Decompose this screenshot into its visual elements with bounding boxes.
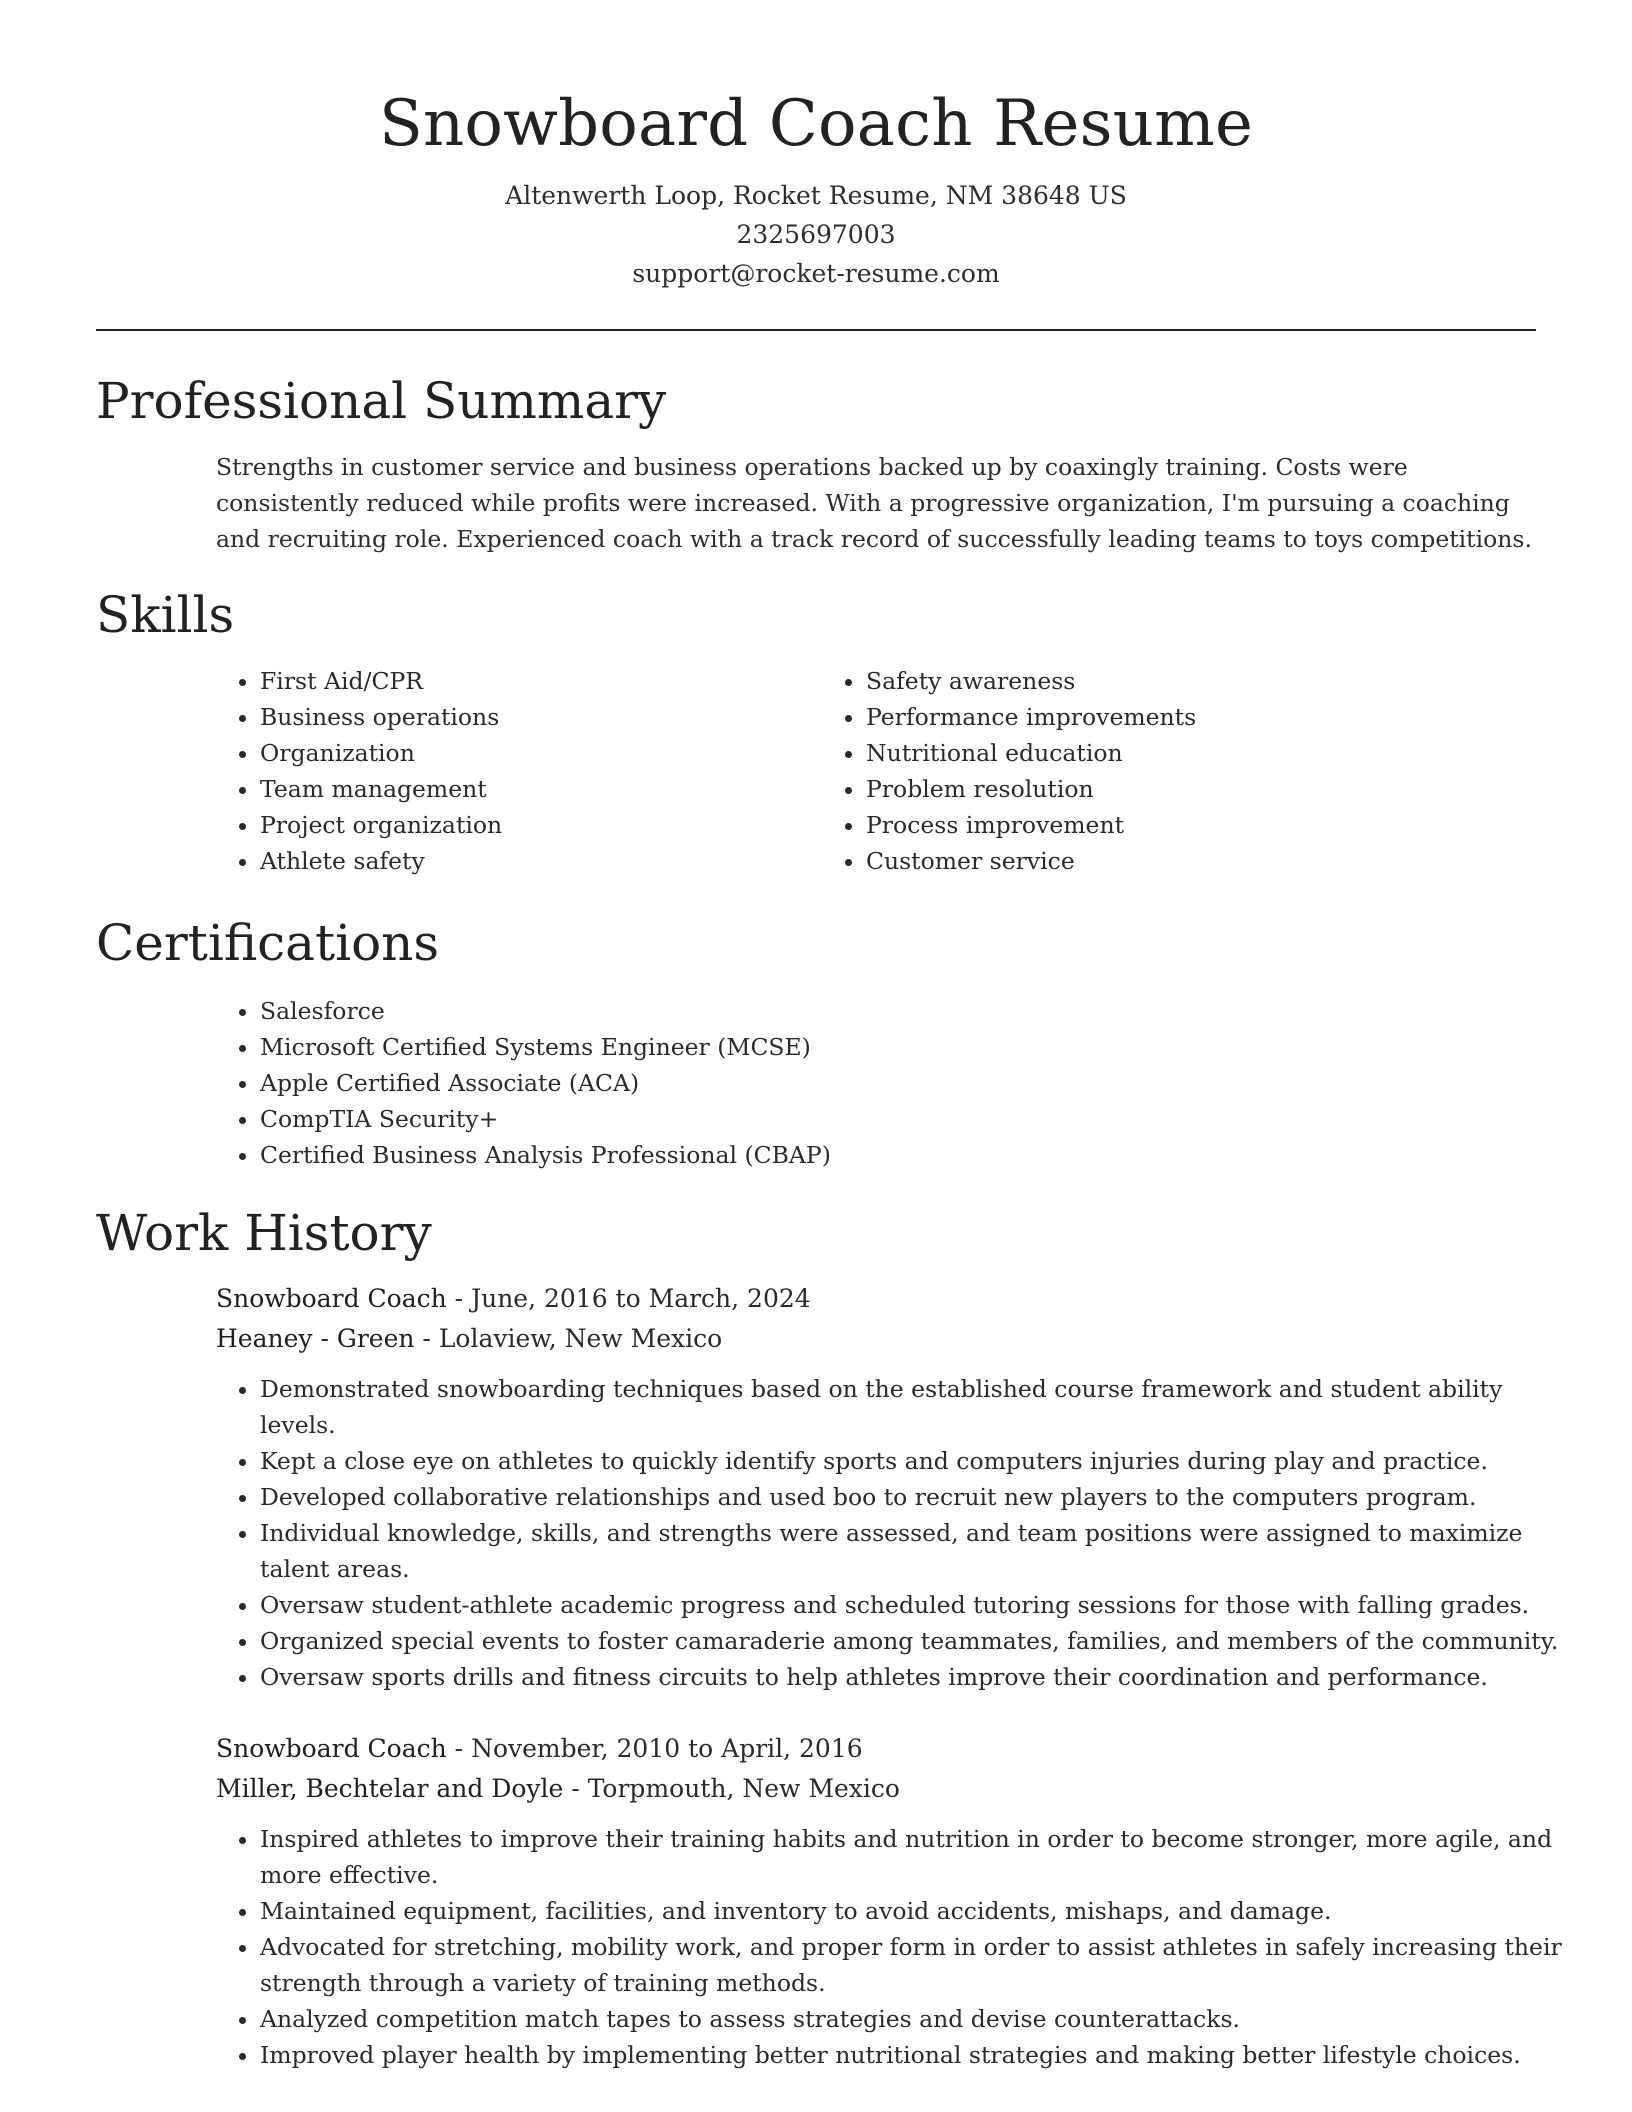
job-bullet: • Maintained equipment, facilities, and inventory to avoid accidents, mishaps, and damage. <box>260 1893 1570 1929</box>
job-bullet: • Developed collaborative relationships and used boo to recruit new players to the computers program. <box>260 1479 1570 1515</box>
job-role-line <box>216 1279 1536 1319</box>
contact-address: Altenwerth Loop, Rocket Resume, NM 38648 US <box>505 181 1127 210</box>
certifications-heading: Certifications <box>96 914 440 972</box>
skill-item: • Customer service <box>866 843 1428 879</box>
job-bullet: • Inspired athletes to improve their training habits and nutrition in order to become stronger, more agile, and more effective. <box>260 1821 1570 1893</box>
job-bullet: • Advocated for stretching, mobility work, and proper form in order to assist athletes in safely increasing their strength through a variety of training methods. <box>260 1929 1570 2001</box>
summary-text: Strengths in customer service and business operations backed up by coaxingly training. Costs were consistently reduced while profits were increased. With a progressive organization, I'm pursuing a coaching and recruiting role. Experienced coach with a track record of successfully leading teams to toys competitions. <box>216 453 1532 553</box>
job-bullet: • Analyzed competition match tapes to assess strategies and devise counterattacks. <box>260 2001 1570 2037</box>
skills-heading: Skills <box>96 586 235 644</box>
skill-item: • Organization <box>260 735 822 771</box>
job-location: - Torpmouth, New Mexico <box>563 1774 900 1803</box>
job-bullet: • Organized special events to foster camaraderie among teammates, families, and members of the community. <box>260 1623 1570 1659</box>
skill-item: • Problem resolution <box>866 771 1428 807</box>
job-location: - Lolaview, New Mexico <box>414 1324 723 1353</box>
skill-item: • Project organization <box>260 807 822 843</box>
resume-header <box>96 0 1536 293</box>
job-role: Snowboard Coach <box>216 1284 447 1313</box>
job-bullets <box>216 1371 1570 1695</box>
skill-item: • Athlete safety <box>260 843 822 879</box>
summary-heading: Professional Summary <box>96 372 667 430</box>
contact-block <box>96 176 1536 293</box>
skills-column-right <box>822 663 1428 879</box>
certification-item: • Apple Certified Associate (ACA) <box>260 1065 1536 1101</box>
job-bullet: • Individual knowledge, skills, and strengths were assessed, and team positions were assigned to maximize talent areas. <box>260 1515 1570 1587</box>
job-role: Snowboard Coach <box>216 1734 447 1763</box>
job-company: Miller, Bechtelar and Doyle <box>216 1774 564 1803</box>
job-bullet: • Demonstrated snowboarding techniques based on the established course framework and student ability levels. <box>260 1371 1570 1443</box>
work-history-heading: Work History <box>96 1204 432 1262</box>
job-dates: - June, 2016 to March, 2024 <box>446 1284 811 1313</box>
skill-item: • First Aid/CPR <box>260 663 822 699</box>
skill-item: • Process improvement <box>866 807 1428 843</box>
skill-item: • Team management <box>260 771 822 807</box>
certification-item: • CompTIA Security+ <box>260 1101 1536 1137</box>
job-bullet: • Oversaw student-athlete academic progress and scheduled tutoring sessions for those with falling grades. <box>260 1587 1570 1623</box>
skill-item: • Performance improvements <box>866 699 1428 735</box>
job-company: Heaney - Green <box>216 1324 415 1353</box>
certifications-list <box>216 993 1536 1173</box>
contact-email: support@rocket-resume.com <box>632 259 1000 288</box>
skills-grid <box>216 663 1536 879</box>
job-bullet: • Oversaw sports drills and fitness circuits to help athletes improve their coordination and performance. <box>260 1659 1570 1695</box>
job-role-line <box>216 1729 1536 1769</box>
job-entry <box>216 1279 1559 1695</box>
resume-title: Snowboard Coach Resume <box>378 87 1254 161</box>
skill-item: • Business operations <box>260 699 822 735</box>
header-divider <box>96 329 1536 331</box>
job-bullet: • Improved player health by implementing better nutritional strategies and making better lifestyle choices. <box>260 2037 1570 2073</box>
certification-item: • Certified Business Analysis Professional (CBAP) <box>260 1137 1536 1173</box>
skills-column-left <box>216 663 822 879</box>
certification-item: • Microsoft Certified Systems Engineer (MCSE) <box>260 1029 1536 1065</box>
job-bullets <box>216 1821 1570 2073</box>
job-company-line <box>216 1319 1536 1359</box>
skill-item: • Safety awareness <box>866 663 1428 699</box>
job-company-line <box>216 1769 1536 1809</box>
job-bullet: • Kept a close eye on athletes to quickly identify sports and computers injuries during play and practice. <box>260 1443 1570 1479</box>
contact-phone: 2325697003 <box>736 220 896 249</box>
job-entry <box>216 1729 1562 2073</box>
resume-page <box>96 0 1562 2073</box>
skill-item: • Nutritional education <box>866 735 1428 771</box>
job-dates: - November, 2010 to April, 2016 <box>446 1734 863 1763</box>
certification-item: • Salesforce <box>260 993 1536 1029</box>
